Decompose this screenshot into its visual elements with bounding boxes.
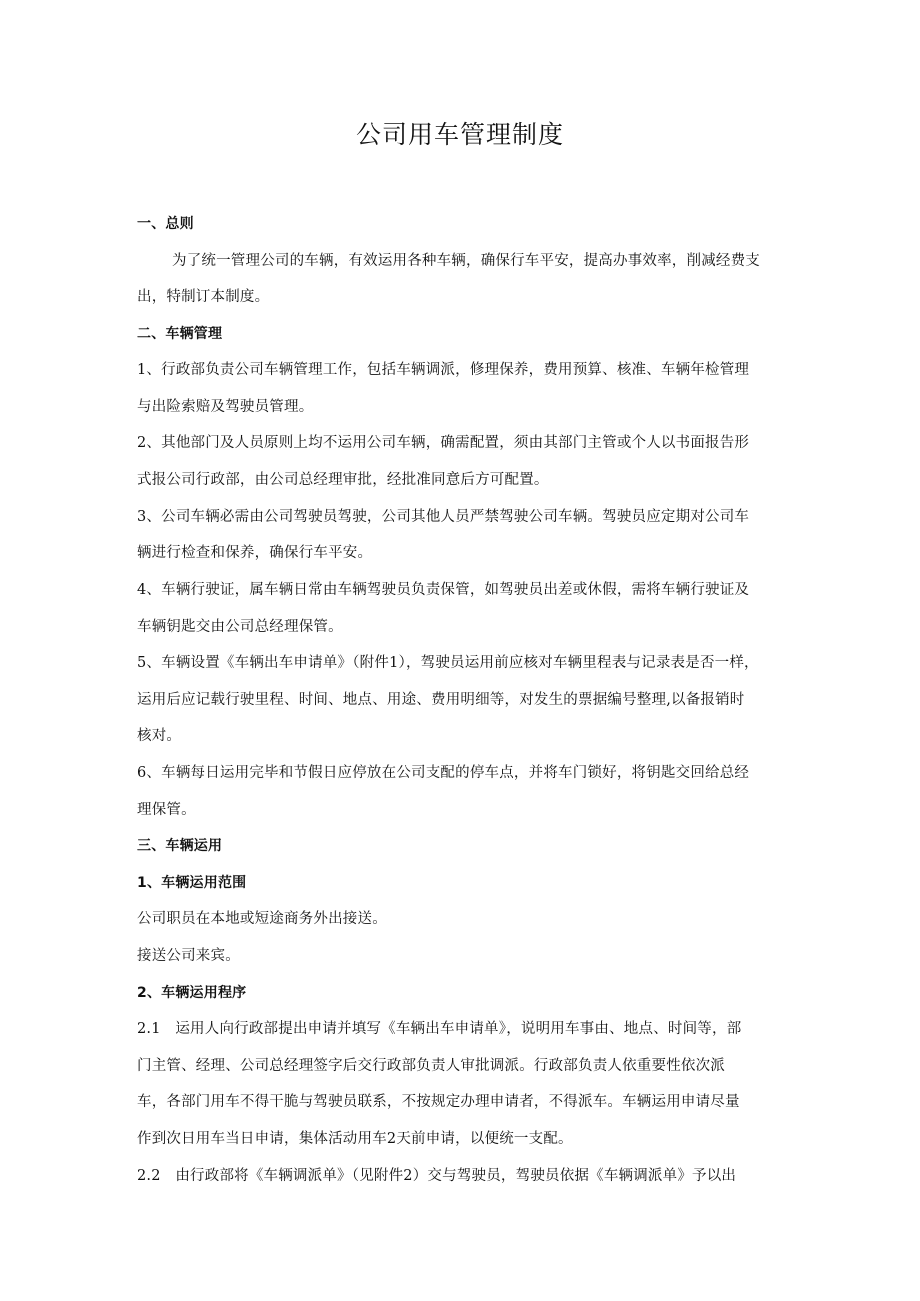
section-heading-vehicle-use: 三、车辆运用 <box>137 838 223 854</box>
paragraph-line: 出，特制订本制度。 <box>137 289 270 305</box>
list-item-line: 2、其他部门及人员原则上均不运用公司车辆，确需配置，须由其部门主管或个人以书面报告形 <box>137 435 750 451</box>
list-item-line: 6、车辆每日运用完毕和节假日应停放在公司支配的停车点，并将车门锁好，将钥匙交回给总经 <box>137 765 750 781</box>
section-heading-vehicle-management: 二、车辆管理 <box>137 326 223 342</box>
paragraph-line: 公司职员在本地或短途商务外出接送。 <box>137 911 387 927</box>
section-heading-general: 一、总则 <box>137 216 194 232</box>
list-item-line: 理保管。 <box>137 802 196 818</box>
document-title: 公司用车管理制度 <box>355 120 564 149</box>
paragraph-line: 车，各部门用车不得干脆与驾驶员联系，不按规定办理申请者，不得派车。车辆运用申请尽量 <box>137 1094 740 1110</box>
subsection-heading-procedure: 2、车辆运用程序 <box>137 985 247 1001</box>
list-item-line: 1、行政部负责公司车辆管理工作，包括车辆调派，修理保养，费用预算、核准、车辆年检管理 <box>137 362 750 378</box>
list-item-line: 5、车辆设置《车辆出车申请单》（附件1），驾驶员运用前应核对车辆里程表与记录表是否一样， <box>137 655 759 671</box>
list-item-line: 3、公司车辆必需由公司驾驶员驾驶，公司其他人员严禁驾驶公司车辆。驾驶员应定期对公司车 <box>137 509 750 525</box>
list-item-line: 车辆钥匙交由公司总经理保管。 <box>137 619 343 635</box>
list-item-line: 与出险索赔及驾驶员管理。 <box>137 399 314 415</box>
list-item-line: 4、车辆行驶证，属车辆日常由车辆驾驶员负责保管，如驾驶员出差或休假，需将车辆行驶证及 <box>137 582 750 598</box>
list-item-line: 式报公司行政部，由公司总经理审批，经批准同意后方可配置。 <box>137 472 549 488</box>
paragraph-line: 为了统一管理公司的车辆，有效运用各种车辆，确保行车平安，提高办事效率，削减经费支 <box>172 253 760 269</box>
paragraph-line: 门主管、经理、公司总经理签字后交行政部负责人审批调派。行政部负责人依重要性依次派 <box>137 1058 725 1074</box>
list-item-line: 运用后应记载行驶里程、时间、地点、用途、费用明细等，对发生的票据编号整理,以备报销时 <box>137 692 745 708</box>
list-item-line: 核对。 <box>137 728 182 744</box>
subsection-heading-scope: 1、车辆运用范围 <box>137 875 247 891</box>
paragraph-line: 2.1 运用人向行政部提出申请并填写《车辆出车申请单》，说明用车事由、地点、时间等，部 <box>137 1021 742 1037</box>
paragraph-line: 2.2 由行政部将《车辆调派单》（见附件2）交与驾驶员，驾驶员依据《车辆调派单》予以出 <box>137 1168 737 1184</box>
list-item-line: 辆进行检查和保养，确保行车平安。 <box>137 545 373 561</box>
paragraph-line: 作到次日用车当日申请，集体活动用车2天前申请，以便统一支配。 <box>137 1131 573 1147</box>
paragraph-line: 接送公司来宾。 <box>137 948 240 964</box>
